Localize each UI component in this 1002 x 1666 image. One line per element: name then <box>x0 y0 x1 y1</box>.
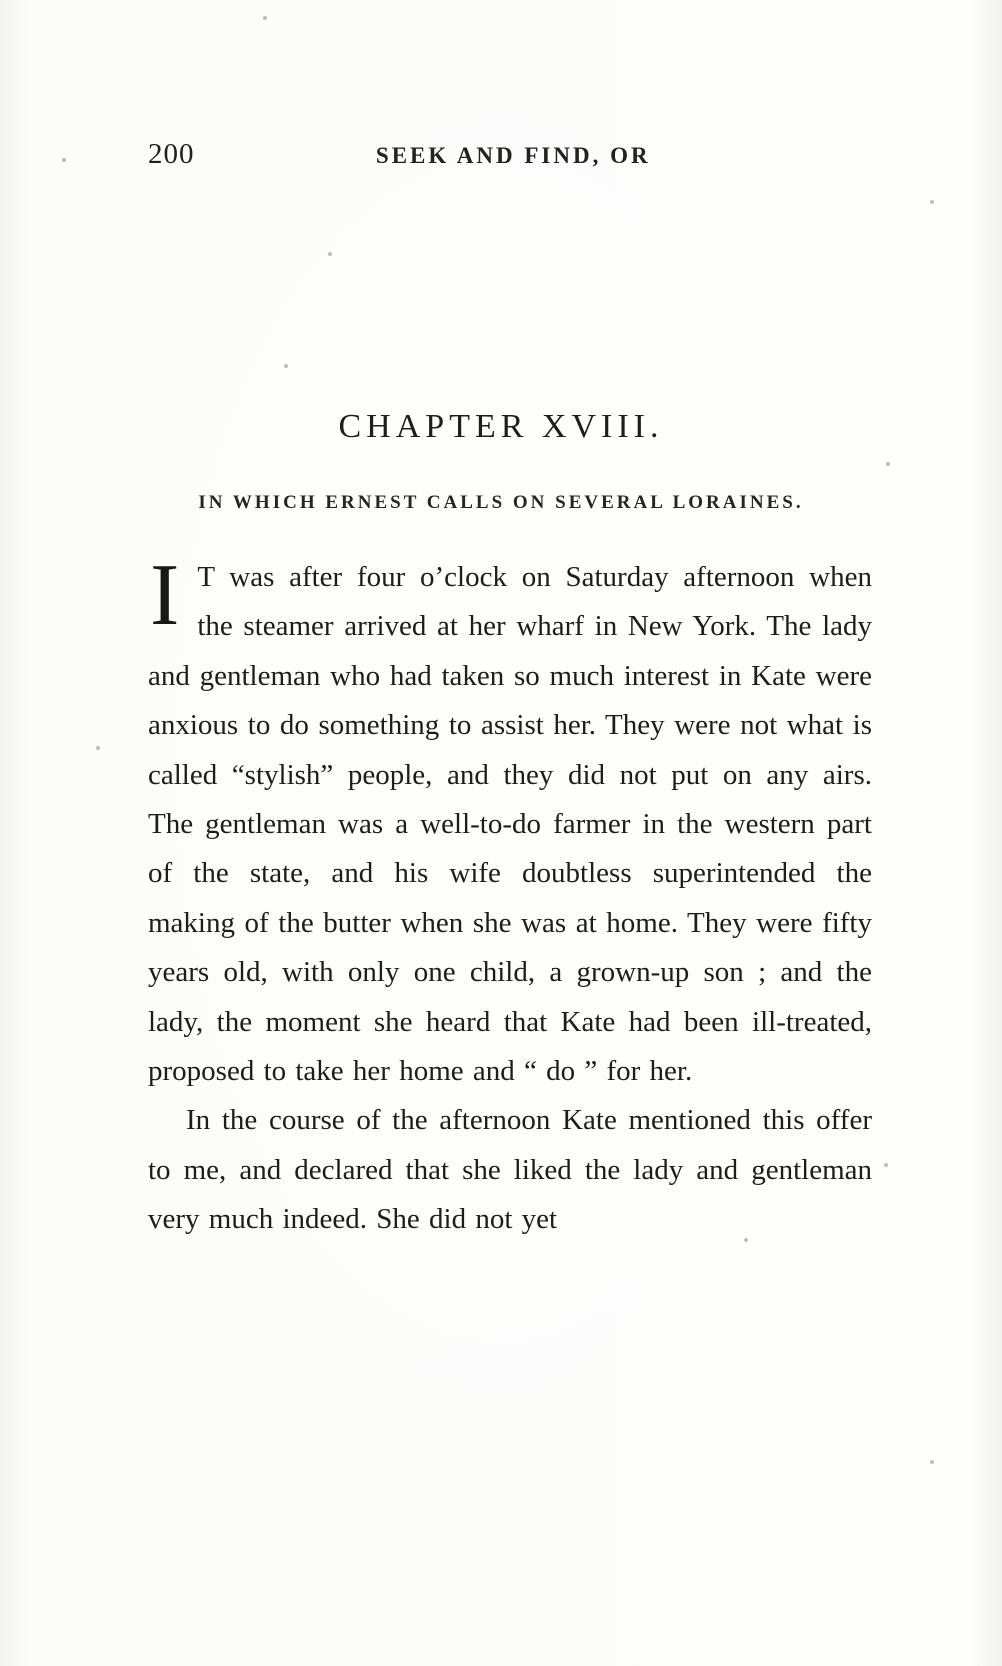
running-header-row <box>148 138 870 171</box>
drop-cap-letter: I <box>150 547 180 644</box>
chapter-title: CHAPTER XVIII. <box>338 408 664 445</box>
scan-speck <box>62 158 66 162</box>
paragraph-2: In the course of the afternoon Kate mentioned this offer to me, and declared that she liked the lady and gentleman very much indeed. She did not yet <box>148 1104 872 1236</box>
chapter-subtitle: IN WHICH ERNEST CALLS ON SEVERAL LORAINES. <box>198 492 804 513</box>
scan-speck <box>886 462 890 466</box>
paragraph-1-text: T was after four o’clock on Saturday afternoon when the steamer arrived at her wharf in New York. The lady and gentleman who had taken so much interest in Kate were anxious to do something to assist her. They were not what is called “stylish” people, and they did not put on any airs. The gentleman was a well-to-do farmer in the western part of the state, and his wife doubtless superintended the making of the butter when she was at home. They were fifty years old, with only one child, a grown-up son ; and the lady, the moment she heard that Kate had been ill-treated, proposed to take her home and “ do ” for her. <box>148 561 872 1088</box>
running-header-title: SEEK AND FIND, OR <box>375 143 651 168</box>
scan-speck <box>930 1460 934 1464</box>
paragraph-1 <box>148 547 872 1096</box>
body-text-block <box>148 547 872 1245</box>
scan-speck <box>328 252 332 256</box>
scan-speck <box>744 1238 748 1242</box>
scan-speck <box>284 364 288 368</box>
scan-speck <box>930 200 934 204</box>
scan-speck <box>884 1163 888 1167</box>
scan-speck <box>96 746 100 750</box>
page-number: 200 <box>148 138 195 170</box>
scan-speck <box>263 16 267 20</box>
